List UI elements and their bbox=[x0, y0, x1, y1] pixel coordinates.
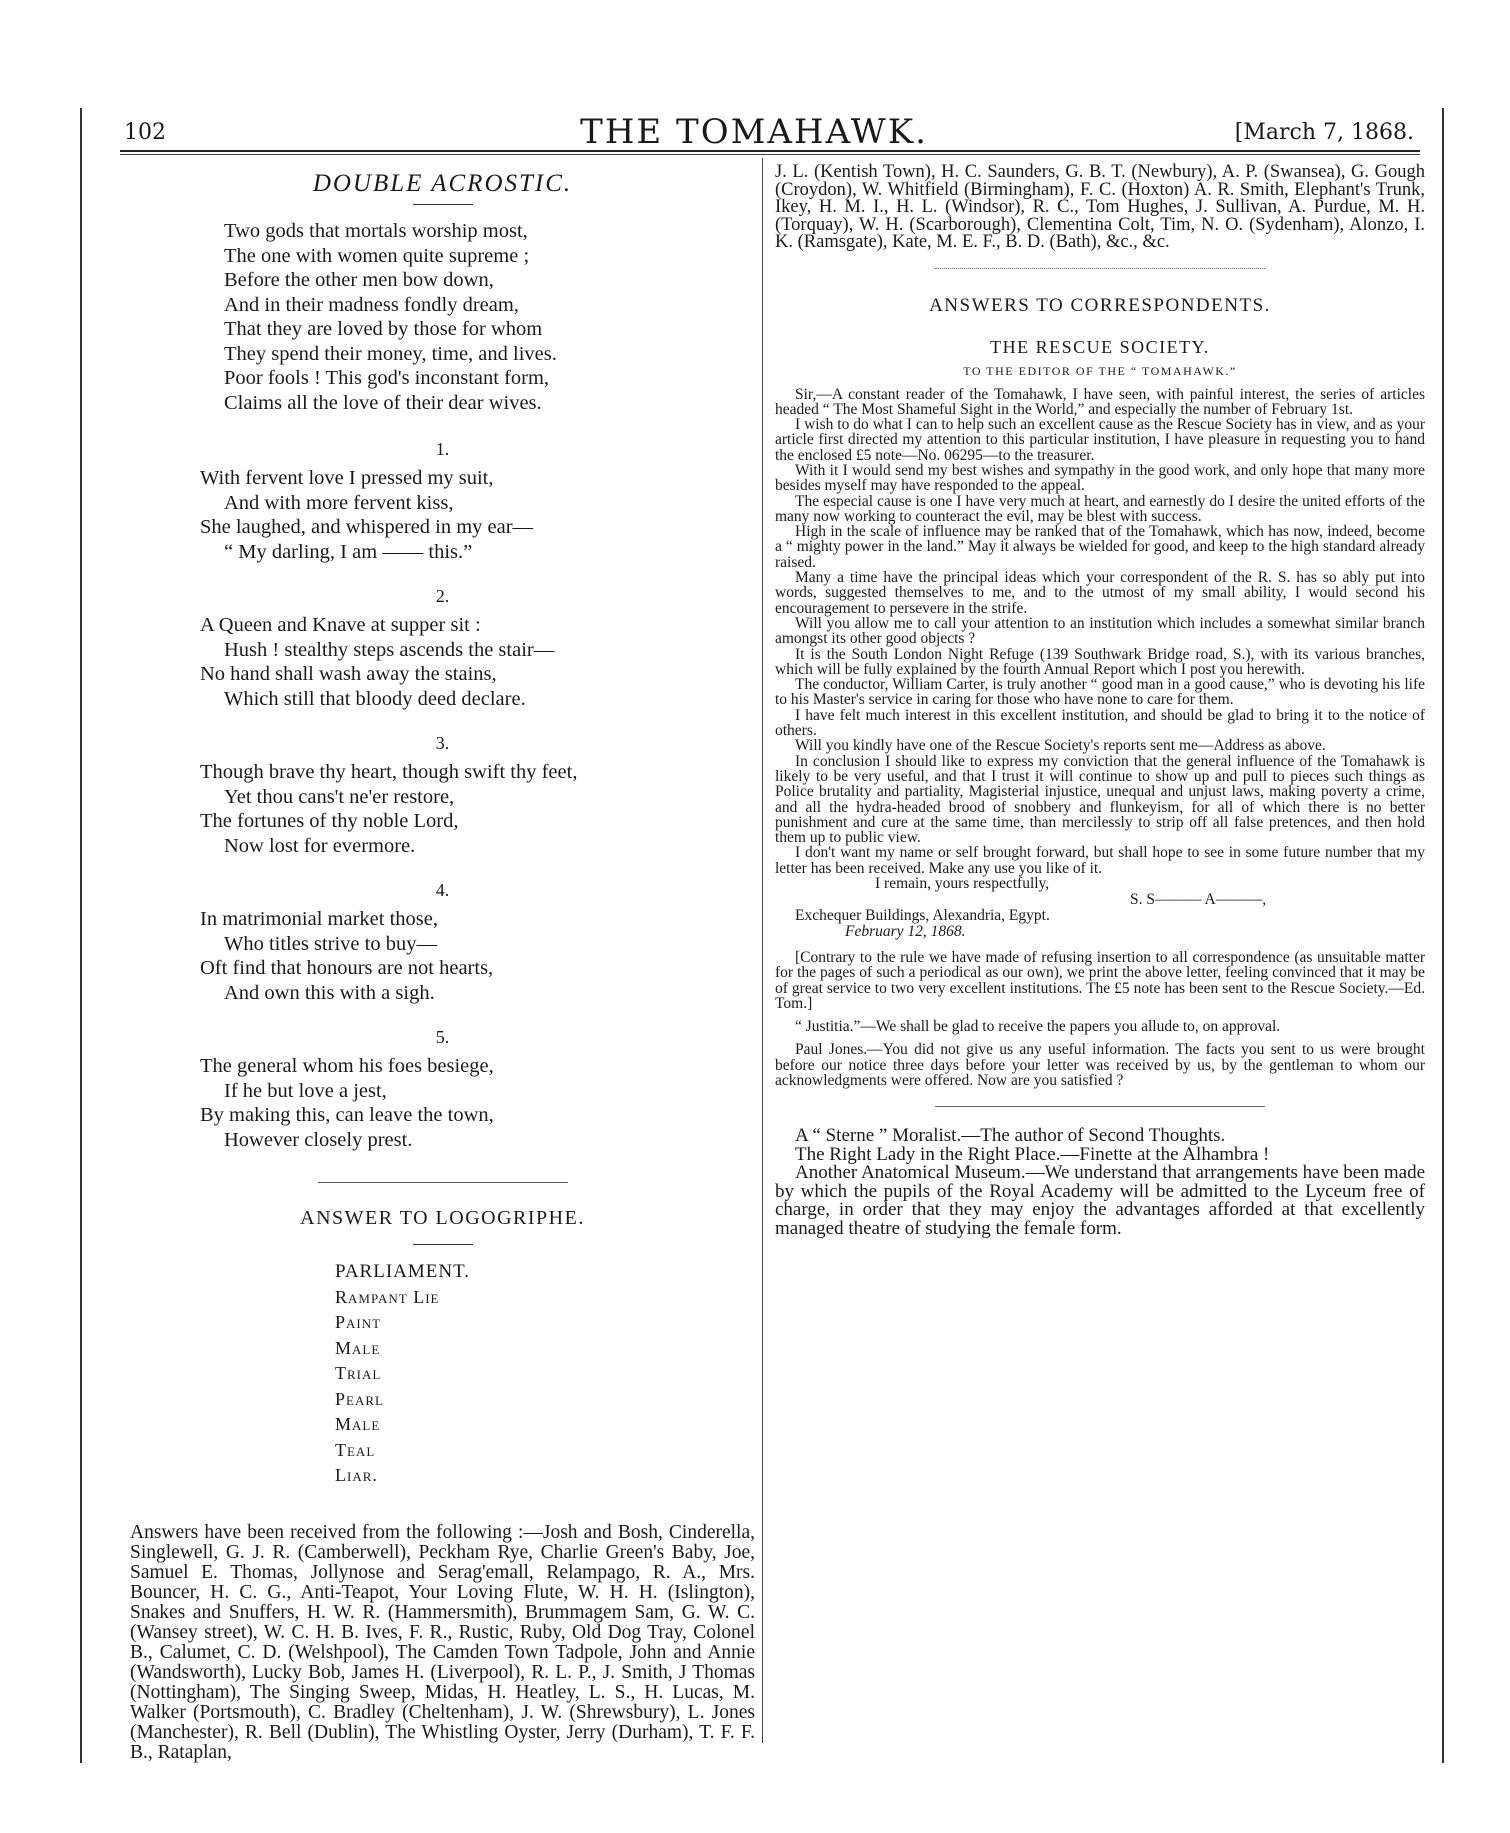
issue-date: [March 7, 1868. bbox=[1234, 120, 1414, 145]
stanza bbox=[130, 613, 755, 711]
section-divider bbox=[935, 1106, 1265, 1107]
verse-line: Before the other men bow down, bbox=[224, 269, 494, 291]
logogriphe-word: Trial bbox=[335, 1363, 382, 1383]
title-rule bbox=[413, 1244, 473, 1245]
letter-paragraph: I wish to do what I can to help such an excellent cause as the Rescue Society has in view, and as your article first directed my attention to this particular institution, I have pleasure in requesting you to hand the enclosed £5 note—No. 06295—to the treasurer. bbox=[775, 416, 1425, 464]
verse-line: By making this, can leave the town, bbox=[200, 1104, 494, 1126]
editor-note: [Contrary to the rule we have made of refusing insertion to all correspondence (as unsuitable matter for the pages of such a periodical as our own), we print the above letter, feeling convinced that it may be of great service to two very excellent institutions. The £5 note has been sent to the Rescue Society.—Ed. Tom.] bbox=[775, 949, 1425, 1012]
letter-address: Exchequer Buildings, Alexandria, Egypt. bbox=[795, 907, 1050, 924]
letter-date: February 12, 1868. bbox=[845, 923, 966, 940]
bottom-paragraphs bbox=[775, 1127, 1425, 1238]
verse-line: “ My darling, I am —— this.” bbox=[224, 540, 473, 563]
logogriphe-word: Teal bbox=[335, 1439, 376, 1460]
logogriphe-word: Male bbox=[335, 1414, 381, 1434]
column-divider bbox=[762, 158, 763, 1743]
verse-line: And own this with a sigh. bbox=[224, 981, 435, 1004]
page-header bbox=[84, 110, 1424, 150]
verse-line: If he but love a jest, bbox=[224, 1079, 387, 1102]
to-editor-line: TO THE EDITOR OF THE “ TOMAHAWK.” bbox=[963, 363, 1237, 378]
answers-received-right: J. L. (Kentish Town), H. C. Saunders, G. B. T. (Newbury), A. P. (Swansea), G. Gough (Croydon), W. Whitfield (Birmingham), F. C. (Hoxton) A. R. Smith, Elephant's Trunk, Ikey, H. M. I., H. L. (Windsor), R. C., Tom Hughes, J. Sullivan, A. Purdue, M. H. (Torquay), W. H. (Scarborough), Clementina Colt, Tim, N. O. (Sydenham), Alonzo, I. K. (Ramsgate), Kate, M. E. F., B. D. (Bath), &c., &c. bbox=[775, 162, 1425, 252]
letter-paragraph: The especial cause is one I have very much at heart, and earnestly do I desire the united efforts of the many now working to counteract the evil, may be blest with success. bbox=[775, 492, 1425, 525]
verse-line: Poor fools ! This god's inconstant form, bbox=[224, 367, 550, 389]
verse-line: She laughed, and whispered in my ear— bbox=[200, 516, 534, 538]
letter-signature: S. S——— A———, bbox=[1130, 891, 1267, 908]
bottom-item: Another Anatomical Museum.—We understand that arrangements have been made by which the pupils of the Royal Academy will be admitted to the Lyceum free of charge, in order that they may enjoy the advantages afforded at that excellently managed theatre of studying the female form. bbox=[775, 1162, 1426, 1239]
logogriphe-title: ANSWER TO LOGOGRIPHE. bbox=[300, 1207, 585, 1229]
verse-line: That they are loved by those for whom bbox=[224, 318, 543, 340]
letter-paragraph: The conductor, William Carter, is truly another “ good man in a good cause,” who is devoting his life to his Master's service in caring for those who have none to care for them. bbox=[775, 676, 1425, 709]
title-rule bbox=[413, 204, 473, 205]
masthead-title: THE TOMAHAWK. bbox=[580, 112, 928, 152]
letter-paragraph: I have felt much interest in this excellent institution, and should be glad to bring it to the notice of others. bbox=[775, 706, 1425, 740]
letter-paragraph: High in the scale of influence may be ranked that of the Tomahawk, which has now, indeed, become a “ mighty power in the land.” May it always be wielded for good, and keep to the high standard already raised. bbox=[775, 523, 1425, 571]
verse-line: Oft find that honours are not hearts, bbox=[200, 957, 494, 979]
letter-paragraph: It is the South London Night Refuge (139 Southwark Bridge road, S.), with its various branches, which will be fully explained by the fourth Annual Report which I post you herewith. bbox=[775, 645, 1425, 678]
verse-line: Though brave thy heart, though swift thy feet, bbox=[200, 761, 578, 783]
header-rule bbox=[120, 150, 1420, 152]
logogriphe-word: Rampant Lie bbox=[335, 1286, 440, 1307]
header-rule-thin bbox=[120, 154, 1420, 155]
right-column bbox=[775, 164, 1425, 1238]
logogriphe-word: Pearl bbox=[335, 1388, 384, 1409]
acrostic-title: DOUBLE ACROSTIC. bbox=[312, 170, 573, 197]
bottom-item: The Right Lady in the Right Place.—Finette at the Alhambra ! bbox=[795, 1143, 1270, 1165]
verse-line: However closely prest. bbox=[224, 1128, 413, 1151]
letter-paragraph: Will you kindly have one of the Rescue Society's reports sent me—Address as above. bbox=[795, 737, 1326, 755]
verse-line: Now lost for evermore. bbox=[224, 834, 416, 857]
verse-line: With fervent love I pressed my suit, bbox=[200, 467, 494, 489]
verse-line: Which still that bloody deed declare. bbox=[224, 687, 526, 710]
stanza-number: 3. bbox=[435, 733, 450, 753]
stanza-number: 2. bbox=[435, 586, 450, 606]
verse-line: The one with women quite supreme ; bbox=[224, 244, 530, 267]
logogriphe-word: Paint bbox=[335, 1312, 382, 1332]
rescue-society-title: THE RESCUE SOCIETY. bbox=[990, 336, 1210, 357]
logogriphe-word: Liar. bbox=[335, 1465, 378, 1485]
letter-closing: I remain, yours respectfully, bbox=[875, 875, 1050, 892]
page-number: 102 bbox=[124, 120, 166, 145]
section-divider bbox=[935, 268, 1265, 269]
verse-line: A Queen and Knave at supper sit : bbox=[200, 614, 481, 636]
stanza-number: 5. bbox=[435, 1027, 450, 1047]
verse-line: Who titles strive to buy— bbox=[224, 932, 437, 955]
logogriphe-word: Male bbox=[335, 1337, 381, 1358]
letter-paragraph: I don't want my name or self brought forward, but shall hope to see in some future number that my letter has been received. Make any use you like of it. bbox=[775, 844, 1425, 877]
logogriphe-word: PARLIAMENT. bbox=[335, 1261, 471, 1282]
answers-received-left: Answers have been received from the following :—Josh and Bosh, Cinderella, Singlewell, G. J. R. (Camberwell), Peckham Rye, Charlie Green's Baby, Joe, Samuel E. Thomas, Jollynose and Serag'emall, Relampago, R. A., Mrs. Bouncer, H. C. G., Anti-Teapot, Your Loving Flute, W. H. H. (Islington), Snakes and Snuffers, H. W. R. (Hammersmith), Brummagem Sam, G. W. C. (Wansey street), W. C. H. B. Ives, F. R., Rustic, Ruby, Old Dog Tray, Colonel B., Calumet, C. D. (Welshpool), The Camden Town Tadpole, John and Annie (Wandsworth), Lucky Bob, James H. (Liverpool), R. L. P., J. Smith, J Thomas (Nottingham), The Singing Sweep, Midas, H. Heatley, L. S., H. Lucas, M. Walker (Portsmouth), C. Bradley (Cheltenham), J. W. (Shrewsbury), L. Jones (Manchester), R. Bell (Dublin), The Whistling Oyster, Jerry (Durham), T. F. F. B., Rataplan, bbox=[130, 1521, 755, 1763]
stanza bbox=[130, 907, 755, 1005]
stanza-number: 1. bbox=[435, 439, 450, 459]
left-column bbox=[130, 164, 755, 1763]
section-divider bbox=[318, 1182, 568, 1183]
reply-justitia: “ Justitia.”—We shall be glad to receive the papers you allude to, on approval. bbox=[795, 1018, 1281, 1036]
verse-line: The general whom his foes besiege, bbox=[200, 1055, 494, 1077]
acrostic-intro bbox=[130, 219, 755, 415]
letter-paragraph: Sir,—A constant reader of the Tomahawk, I have seen, with painful interest, the series of articles headed “ The Most Shameful Sight in the World,” and especially the number of February 1st. bbox=[775, 385, 1425, 418]
letter-paragraph: With it I would send my best wishes and sympathy in the good work, and only hope that many more besides myself may have responded to the appeal. bbox=[775, 461, 1425, 495]
bottom-item: A “ Sterne ” Moralist.—The author of Second Thoughts. bbox=[795, 1125, 1226, 1147]
letter-paragraph: In conclusion I should like to express my conviction that the general influence of the Tomahawk is likely to be very useful, and that I trust it will continue to show up and pull to pieces such things as Police brutality and partiality, Magisterial injustice, unequal and unjust laws, making poverty a crime, and all the hydra-headed brood of snobbery and flunkeyism, for all of which there is no better punishment and cure at the same time, than mercilessly to strip off all false pretences, and then hold them up to public view. bbox=[775, 752, 1425, 847]
correspondents-title: ANSWERS TO CORRESPONDENTS. bbox=[929, 294, 1271, 316]
verse-line: They spend their money, time, and lives. bbox=[224, 342, 557, 365]
letter-paragraph: Many a time have the principal ideas which your correspondent of the R. S. has so ably put into words, suggested themselves to me, and to the utmost of my small ability, I would second his encouragement to persevere in the strife. bbox=[775, 569, 1425, 617]
stanza bbox=[130, 1054, 755, 1152]
verse-line: And with more fervent kiss, bbox=[224, 491, 454, 514]
stanza bbox=[130, 760, 755, 858]
letter-paragraph: Will you allow me to call your attention to an institution which includes a somewhat similar branch amongst its other good objects ? bbox=[775, 614, 1425, 648]
stanza bbox=[130, 466, 755, 564]
verse-line: Hush ! stealthy steps ascends the stair— bbox=[224, 638, 555, 661]
reply-paul-jones: Paul Jones.—You did not give us any useful information. The facts you sent to us were brought before our notice three days before your letter was received by us, by the gentleman to whom our acknowledgments were offered. Now are you satisfied ? bbox=[775, 1041, 1425, 1090]
verse-line: Claims all the love of their dear wives. bbox=[224, 391, 542, 414]
stanza-number: 4. bbox=[435, 880, 450, 900]
verse-line: In matrimonial market those, bbox=[200, 908, 438, 930]
verse-line: No hand shall wash away the stains, bbox=[200, 663, 497, 685]
verse-line: The fortunes of thy noble Lord, bbox=[200, 810, 459, 832]
letter-body bbox=[775, 387, 1425, 877]
verse-line: And in their madness fondly dream, bbox=[224, 293, 519, 316]
verse-line: Yet thou cans't ne'er restore, bbox=[224, 785, 455, 808]
logogriphe-words bbox=[130, 1259, 755, 1489]
verse-line: Two gods that mortals worship most, bbox=[224, 220, 528, 242]
